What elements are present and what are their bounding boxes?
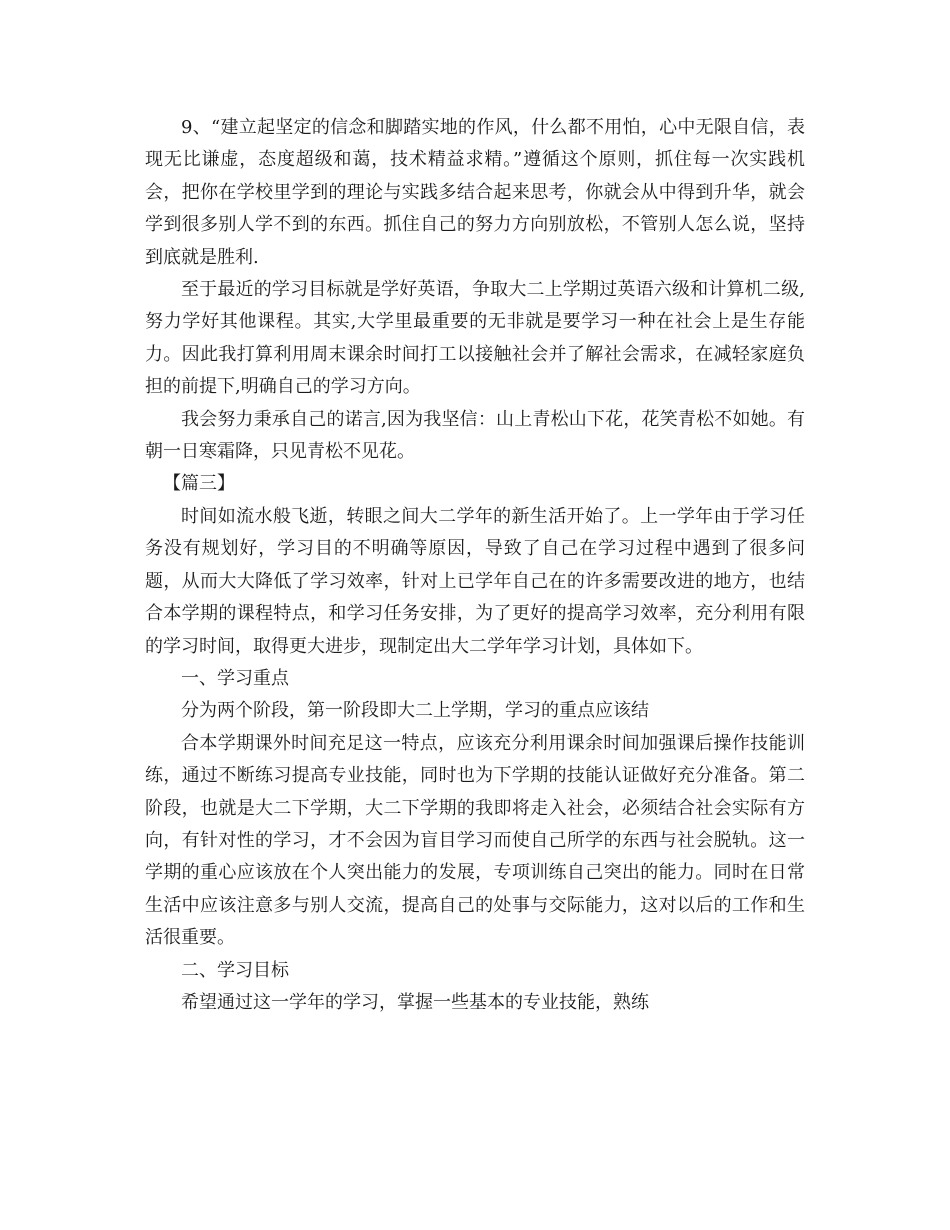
paragraph-goals: 希望通过这一学年的学习，掌握一些基本的专业技能，熟练 (181, 991, 649, 1013)
paragraph-principle: 9、“建立起坚定的信念和脚踏实地的作风，什么都不用怕，心中无限自信，表现无比谦虚，态度超级和蔼，技术精益求精。”遵循这个原则，抓住每一次实践机会，把你在学校里学到的理论与实践多结合起来思考，你就会从中得到升华，就会学到很多别人学不到的东西。抓住自己的努力方向别放松，不管别人怎么说，坚持到底就是胜利. (145, 117, 805, 268)
heading-study-focus: 一、学习重点 (181, 667, 289, 689)
section-title: 【篇三】 (163, 473, 235, 495)
paragraph-focus-details: 合本学期课外时间充足这一特点，应该充分利用课余时间加强课后操作技能训练，通过不断练习提高专业技能，同时也为下学期的技能认证做好充分准备。第二阶段，也就是大二下学期，大二下学期的我即将走入社会，必须结合社会实际有方向，有针对性的学习，才不会因为盲目学习而使自己所学的东西与社会脱轨。这一学期的重心应该放在个人突出能力的发展，专项训练自己突出的能力。同时在日常生活中应该注意多与别人交流，提高自己的处事与交际能力，这对以后的工作和生活很重要。 (145, 732, 805, 949)
paragraph-intro: 时间如流水般飞逝，转眼之间大二学年的新生活开始了。上一学年由于学习任务没有规划好，学习目的不明确等原因，导致了自己在学习过程中遇到了很多问题，从而大大降低了学习效率，针对上已学年自己在的许多需要改进的地方，也结合本学期的课程特点，和学习任务安排，为了更好的提高学习效率，充分利用有限的学习时间，取得更大进步，现制定出大二学年学习计划，具体如下。 (145, 505, 805, 657)
paragraph-study-goal: 至于最近的学习目标就是学好英语，争取大二上学期过英语六级和计算机二级,努力学好其他课程。其实,大学里最重要的无非就是要学习一种在社会上是生存能力。因此我打算利用周末课余时间打工以接触社会并了解社会需求，在减轻家庭负担的前提下,明确自己的学习方向。 (145, 279, 805, 398)
paragraph-focus-stage-one: 分为两个阶段，第一阶段即大二上学期，学习的重点应该结 (181, 700, 649, 722)
heading-study-goals: 二、学习目标 (181, 959, 289, 981)
paragraph-promise: 我会努力秉承自己的诺言,因为我坚信：山上青松山下花，花笑青松不如她。有朝一日寒霜降，只见青松不见花。 (145, 408, 805, 463)
